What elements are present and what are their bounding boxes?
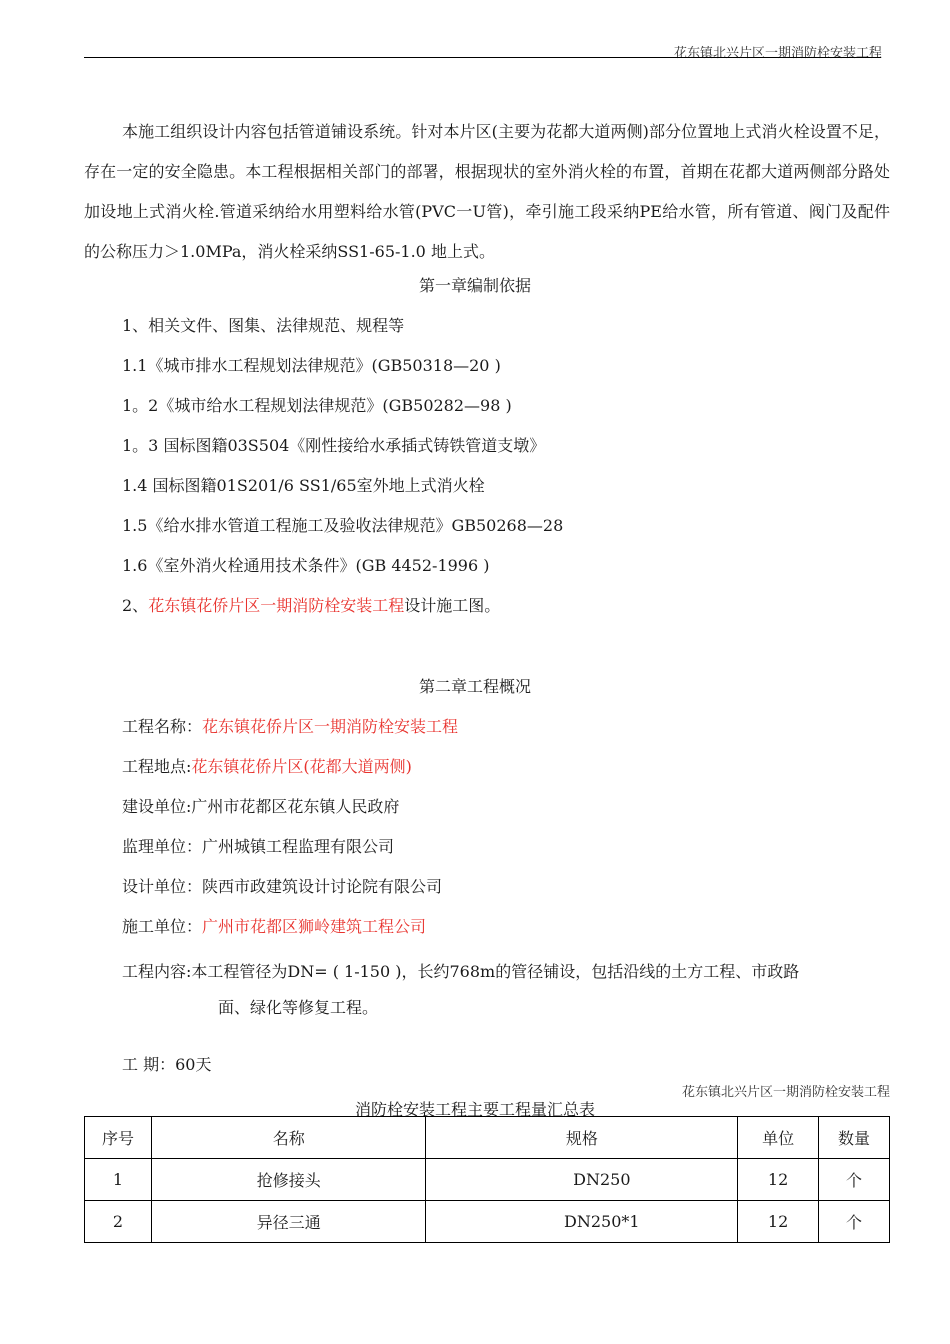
cell-unit: 12 (738, 1159, 819, 1201)
table-row (85, 1201, 890, 1243)
item2-suffix: 设计施工图。 (404, 596, 501, 615)
chapter1-title: 第一章编制依据 (418, 276, 531, 295)
chapter2-title: 第二章工程概况 (418, 677, 531, 696)
column-header-index: 序号 (85, 1117, 152, 1159)
reference-item: 1.1《城市排水工程规划法律规范》(GB50318—20 ) (122, 356, 501, 375)
column-header-spec: 规格 (426, 1117, 738, 1159)
project-content (122, 954, 892, 1026)
contractor-line (122, 914, 426, 937)
cell-spec: DN250*1 (426, 1201, 738, 1243)
designer-line: 设计单位：陕西市政建筑设计讨论院有限公司 (122, 877, 443, 896)
reference-item: 1.6《室外消火栓通用技术条件》(GB 4452-1996 ) (122, 556, 490, 575)
reference-item: 1.4 国标图籍01S201/6 SS1/65室外地上式消火栓 (122, 476, 485, 495)
quantity-summary-table (84, 1116, 890, 1243)
header-divider (84, 57, 881, 58)
cell-unit: 12 (738, 1201, 819, 1243)
cell-name: 异径三通 (151, 1201, 426, 1243)
page-header-title: 花东镇北兴片区一期消防栓安装工程 (673, 46, 882, 61)
project-content-line2: 面、绿化等修复工程。 (218, 998, 379, 1017)
contractor-label: 施工单位： (122, 917, 203, 936)
table-row (85, 1159, 890, 1201)
table-title: 消防栓安装工程主要工程量汇总表 (354, 1100, 595, 1119)
owner-line: 建设单位:广州市花都区花东镇人民政府 (122, 797, 400, 816)
reference-item: 1.5《给水排水管道工程施工及验收法律规范》GB50268—28 (122, 516, 564, 535)
project-name-value: 花东镇花侨片区一期消防栓安装工程 (202, 717, 459, 736)
item2-project-name: 花东镇花侨片区一期消防栓安装工程 (148, 596, 405, 615)
reference-item: 1。3 国标图籍03S504《刚性接给水承插式铸铁管道支墩》 (122, 436, 546, 455)
location-value: 花东镇花侨片区(花都大道两侧) (191, 757, 412, 776)
cell-index: 1 (85, 1159, 152, 1201)
supervisor-line: 监理单位：广州城镇工程监理有限公司 (122, 837, 395, 856)
column-header-name: 名称 (151, 1117, 426, 1159)
chapter1-item2 (122, 593, 500, 616)
item2-prefix: 2、 (122, 596, 149, 615)
location-label: 工程地点: (122, 757, 192, 776)
intro-paragraph: 本施工组织设计内容包括管道铺设系统。针对本片区(主要为花都大道两侧)部分位置地上式消火栓设置不足，存在一定的安全隐患。本工程根据相关部门的部署，根据现状的室外消火栓的布置，首期在花都大道两侧部分路处加设地上式消火栓.管道采纳给水用塑料给水管(PVC一U管)，牵引施工段采纳PE给水管，所有管道、阀门及配件的公称压力＞1.0MPa，消火栓采纳SS1-65-1.0 地上式。 (84, 122, 890, 261)
cell-quantity: 个 (819, 1159, 890, 1201)
column-header-quantity: 数量 (819, 1117, 890, 1159)
project-name-line (122, 714, 458, 737)
cell-spec: DN250 (426, 1159, 738, 1201)
cell-index: 2 (85, 1201, 152, 1243)
location-line (122, 754, 412, 777)
project-name-label: 工程名称： (122, 717, 203, 736)
project-period: 工 期：60天 (122, 1055, 212, 1074)
column-header-unit: 单位 (738, 1117, 819, 1159)
cell-quantity: 个 (819, 1201, 890, 1243)
reference-item: 1。2《城市给水工程规划法律规范》(GB50282—98 ) (122, 396, 512, 415)
contractor-value: 广州市花都区狮岭建筑工程公司 (202, 917, 427, 936)
chapter1-item1: 1、相关文件、图集、法律规范、规程等 (122, 316, 405, 335)
cell-name: 抢修接头 (151, 1159, 426, 1201)
table-header-row (85, 1117, 890, 1159)
page2-header-title: 花东镇北兴片区一期消防栓安装工程 (681, 1085, 890, 1100)
project-content-line1: 工程内容:本工程管径为DN= ( 1-150 )，长约768m的管径铺设，包括沿线的土方工程、市政路 (122, 962, 800, 981)
